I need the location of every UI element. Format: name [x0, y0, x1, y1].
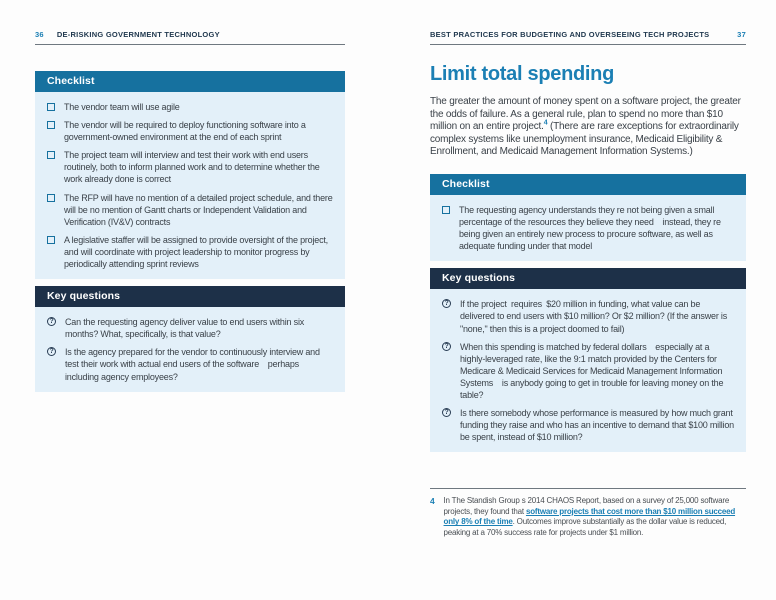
- checklist-item: [442, 204, 734, 252]
- question-item-text: When this spending is matched by federal dollars especially at a highly-leveraged rate, like the 9:1 match provided by the Centers for Medicare & Medicaid Services for Medicaid Management Information Systems is anybody going to get in trouble for leaving money on the table?: [460, 341, 724, 400]
- left-page: [35, 0, 345, 392]
- checkbox-icon: [442, 206, 450, 214]
- checkbox-icon: [47, 194, 55, 202]
- checklist-item: [47, 101, 333, 113]
- checklist-item: [47, 234, 333, 270]
- question-item: [47, 316, 333, 340]
- left-key-questions-title: Key questions: [35, 286, 345, 307]
- right-checklist-panel: [430, 174, 746, 261]
- question-item-text: If the project requires $20 million in funding, what value can be delivered to end users with $10 million? Or $2 million? (If the answer is "none," then this is a project doomed to fail): [460, 299, 728, 334]
- checkbox-icon: [47, 151, 55, 159]
- footnote-link[interactable]: software projects that cost more than $10 million succeed only 8% of the time: [443, 506, 736, 527]
- left-running-head: [35, 0, 345, 39]
- question-item-text: Can the requesting agency deliver value to end users within six months? What, specifically, is that value?: [65, 317, 305, 340]
- checklist-item-text: The requesting agency understands they re not being given a small percentage of the resources they believe they need instead, they re being given an entirely new process to procure software, as well as adequate funding under that model: [459, 204, 721, 252]
- right-header-rule: [430, 44, 746, 45]
- checklist-item: [47, 192, 333, 228]
- footnote-text-part: In The Standish Group s 2014 CHAOS Report, based on a survey of 25,000 software projects, they found that: [443, 496, 730, 516]
- footnote-text: [444, 496, 746, 538]
- right-running-head: [430, 0, 746, 39]
- right-key-questions-body: [430, 289, 746, 452]
- checklist-item-text: The vendor will be required to deploy functioning software into a government-owned environment at the end of each sprint: [64, 120, 306, 143]
- right-key-questions-panel: [430, 268, 746, 452]
- intro-paragraph: [430, 96, 746, 159]
- checklist-item-text: The project team will interview and test their work with end users routinely, both to inform planned work and to determine whether the work already done is correct: [64, 150, 320, 185]
- left-key-questions-panel: [35, 286, 345, 391]
- checklist-item-text: A legislative staffer will be assigned to provide oversight of the project, and will coordinate with project leadership to monitor progress by periodically attending sprint reviews: [64, 234, 328, 270]
- question-item: [442, 407, 734, 443]
- right-checklist-body: [430, 195, 746, 261]
- question-mark-icon: ?: [442, 408, 451, 417]
- left-page-number: 36: [35, 30, 44, 39]
- right-checklist-title: Checklist: [430, 174, 746, 195]
- left-header-rule: [35, 44, 345, 45]
- left-key-questions-body: [35, 307, 345, 391]
- footnote-number: 4: [430, 496, 435, 507]
- question-mark-icon: ?: [442, 299, 451, 308]
- footnote: [430, 496, 746, 538]
- footnote-rule: [430, 488, 746, 489]
- question-item: [47, 346, 333, 382]
- right-header-title: BEST PRACTICES FOR BUDGETING AND OVERSEEING TECH PROJECTS: [430, 30, 710, 39]
- checklist-item: [47, 119, 333, 143]
- footnote-reference: 4: [543, 119, 548, 127]
- left-header-title: DE-RISKING GOVERNMENT TECHNOLOGY: [56, 30, 220, 39]
- right-page: [430, 0, 746, 538]
- question-mark-icon: ?: [47, 317, 56, 326]
- left-checklist-panel: [35, 71, 345, 279]
- checklist-item: [47, 149, 333, 185]
- checkbox-icon: [47, 103, 55, 111]
- checklist-item-text: The vendor team will use agile: [64, 102, 180, 112]
- question-mark-icon: ?: [47, 347, 56, 356]
- question-item-text: Is there somebody whose performance is measured by how much grant funding they raise and who has an incentive to demand that $100 million be spent, instead of $10 million?: [460, 408, 734, 443]
- left-checklist-title: Checklist: [35, 71, 345, 92]
- question-mark-icon: ?: [442, 342, 451, 351]
- question-item-text: Is the agency prepared for the vendor to continuously interview and test their work with actual end users of the software perhaps including agency employees?: [65, 347, 320, 382]
- left-checklist-body: [35, 92, 345, 279]
- checklist-item-text: The RFP will have no mention of a detailed project schedule, and there will be no mention of Gantt charts or Independent Validation and Verification (IV&V) contracts: [64, 192, 333, 227]
- checkbox-icon: [47, 121, 55, 129]
- right-key-questions-title: Key questions: [430, 268, 746, 289]
- footnote-text-part: . Outcomes improve substantially as the dollar value is reduced, peaking at a 70% success rate for projects under $1 million.: [443, 517, 727, 537]
- question-item: [442, 298, 734, 334]
- section-title: Limit total spending: [430, 63, 614, 85]
- intro-text: (There are rare exceptions for extraordinarily complex systems like unemployment insurance, Medicaid Eligibility & Enrollment, and Medicaid Management Information Systems.): [430, 121, 739, 158]
- right-page-number: 37: [737, 30, 746, 39]
- checkbox-icon: [47, 236, 55, 244]
- intro-text: The greater the amount of money spent on a software project, the greater the odds of failure. As a general rule, plan to spend no more than $10 million on an entire project.: [430, 96, 741, 133]
- question-item: [442, 341, 734, 401]
